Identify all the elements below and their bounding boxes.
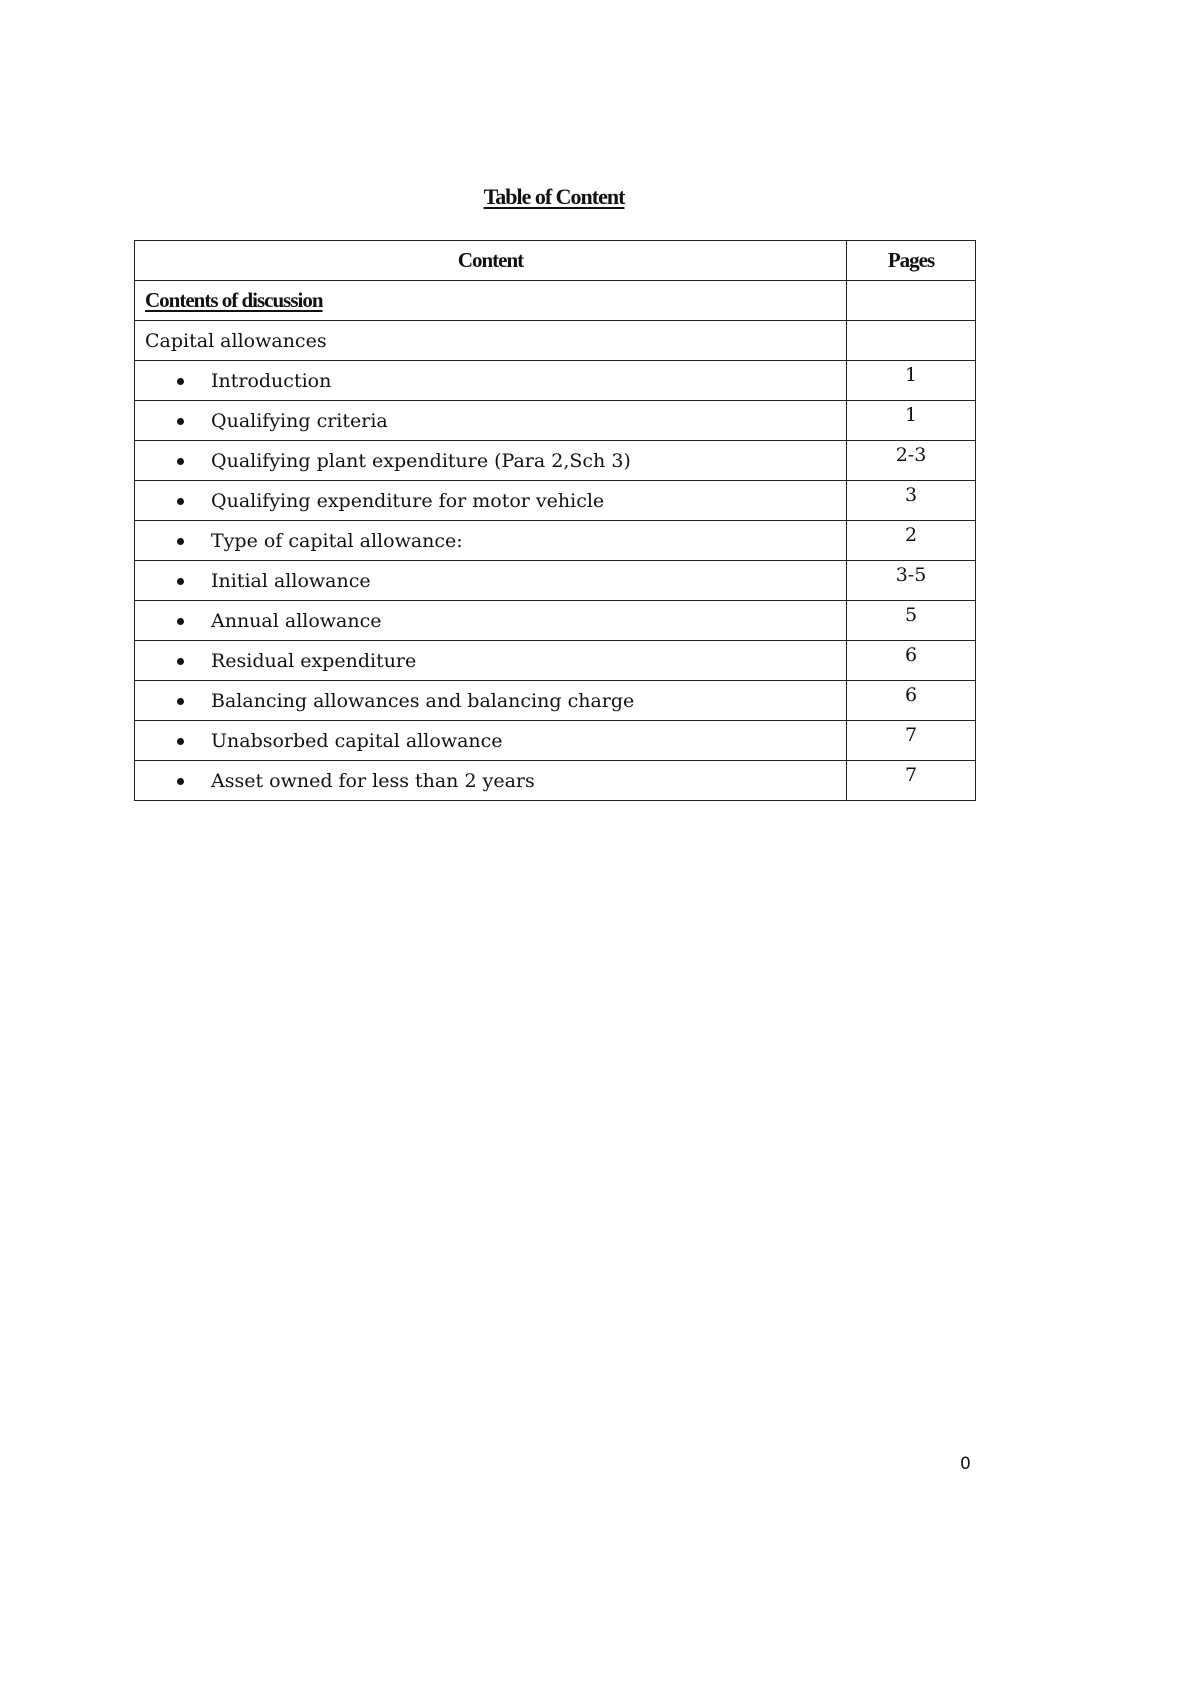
item-label: Asset owned for less than 2 years bbox=[211, 769, 535, 792]
bullet-icon bbox=[177, 618, 184, 625]
item-label: Qualifying criteria bbox=[211, 409, 388, 432]
table-header-row bbox=[135, 241, 976, 281]
empty-pages-cell bbox=[847, 321, 976, 361]
item-label: Annual allowance bbox=[211, 609, 382, 632]
subsection-row bbox=[135, 321, 976, 361]
content-column-header: Content bbox=[135, 241, 847, 281]
item-cell bbox=[135, 361, 847, 401]
item-cell bbox=[135, 641, 847, 681]
empty-pages-cell bbox=[847, 281, 976, 321]
item-pages: 1 bbox=[847, 401, 976, 441]
bullet-icon bbox=[177, 738, 184, 745]
bullet-icon bbox=[177, 778, 184, 785]
bullet-icon bbox=[177, 658, 184, 665]
section-heading: Contents of discussion bbox=[135, 281, 847, 321]
document-title: Table of Content bbox=[483, 184, 625, 209]
bullet-icon bbox=[177, 458, 184, 465]
table-row bbox=[135, 761, 976, 801]
item-cell bbox=[135, 761, 847, 801]
page-number: 0 bbox=[960, 1454, 971, 1474]
item-label: Residual expenditure bbox=[211, 649, 417, 672]
table-row bbox=[135, 641, 976, 681]
item-pages: 2 bbox=[847, 521, 976, 561]
table-row bbox=[135, 361, 976, 401]
subsection-title: Capital allowances bbox=[135, 321, 847, 361]
table-row bbox=[135, 601, 976, 641]
table-row bbox=[135, 441, 976, 481]
bullet-icon bbox=[177, 498, 184, 505]
item-label: Unabsorbed capital allowance bbox=[211, 729, 503, 752]
item-pages: 3 bbox=[847, 481, 976, 521]
item-label: Balancing allowances and balancing charge bbox=[211, 689, 635, 712]
item-cell bbox=[135, 441, 847, 481]
table-row bbox=[135, 401, 976, 441]
bullet-icon bbox=[177, 578, 184, 585]
table-row bbox=[135, 521, 976, 561]
table-row bbox=[135, 681, 976, 721]
item-cell bbox=[135, 481, 847, 521]
item-cell bbox=[135, 721, 847, 761]
item-pages: 5 bbox=[847, 601, 976, 641]
item-pages: 7 bbox=[847, 761, 976, 801]
item-cell bbox=[135, 681, 847, 721]
item-cell bbox=[135, 561, 847, 601]
pages-column-header: Pages bbox=[847, 241, 976, 281]
item-label: Qualifying plant expenditure (Para 2,Sch 3) bbox=[211, 449, 631, 472]
table-of-contents bbox=[134, 240, 976, 801]
item-cell bbox=[135, 401, 847, 441]
item-label: Type of capital allowance: bbox=[211, 529, 463, 552]
item-label: Initial allowance bbox=[211, 569, 371, 592]
section-heading-row bbox=[135, 281, 976, 321]
bullet-icon bbox=[177, 418, 184, 425]
item-label: Introduction bbox=[211, 369, 332, 392]
item-pages: 3-5 bbox=[847, 561, 976, 601]
item-cell bbox=[135, 521, 847, 561]
bullet-icon bbox=[177, 378, 184, 385]
bullet-icon bbox=[177, 698, 184, 705]
item-label: Qualifying expenditure for motor vehicle bbox=[211, 489, 605, 512]
bullet-icon bbox=[177, 538, 184, 545]
item-pages: 6 bbox=[847, 641, 976, 681]
item-pages: 6 bbox=[847, 681, 976, 721]
item-cell bbox=[135, 601, 847, 641]
item-pages: 1 bbox=[847, 361, 976, 401]
table-row bbox=[135, 481, 976, 521]
item-pages: 2-3 bbox=[847, 441, 976, 481]
table-row bbox=[135, 561, 976, 601]
item-pages: 7 bbox=[847, 721, 976, 761]
table-row bbox=[135, 721, 976, 761]
